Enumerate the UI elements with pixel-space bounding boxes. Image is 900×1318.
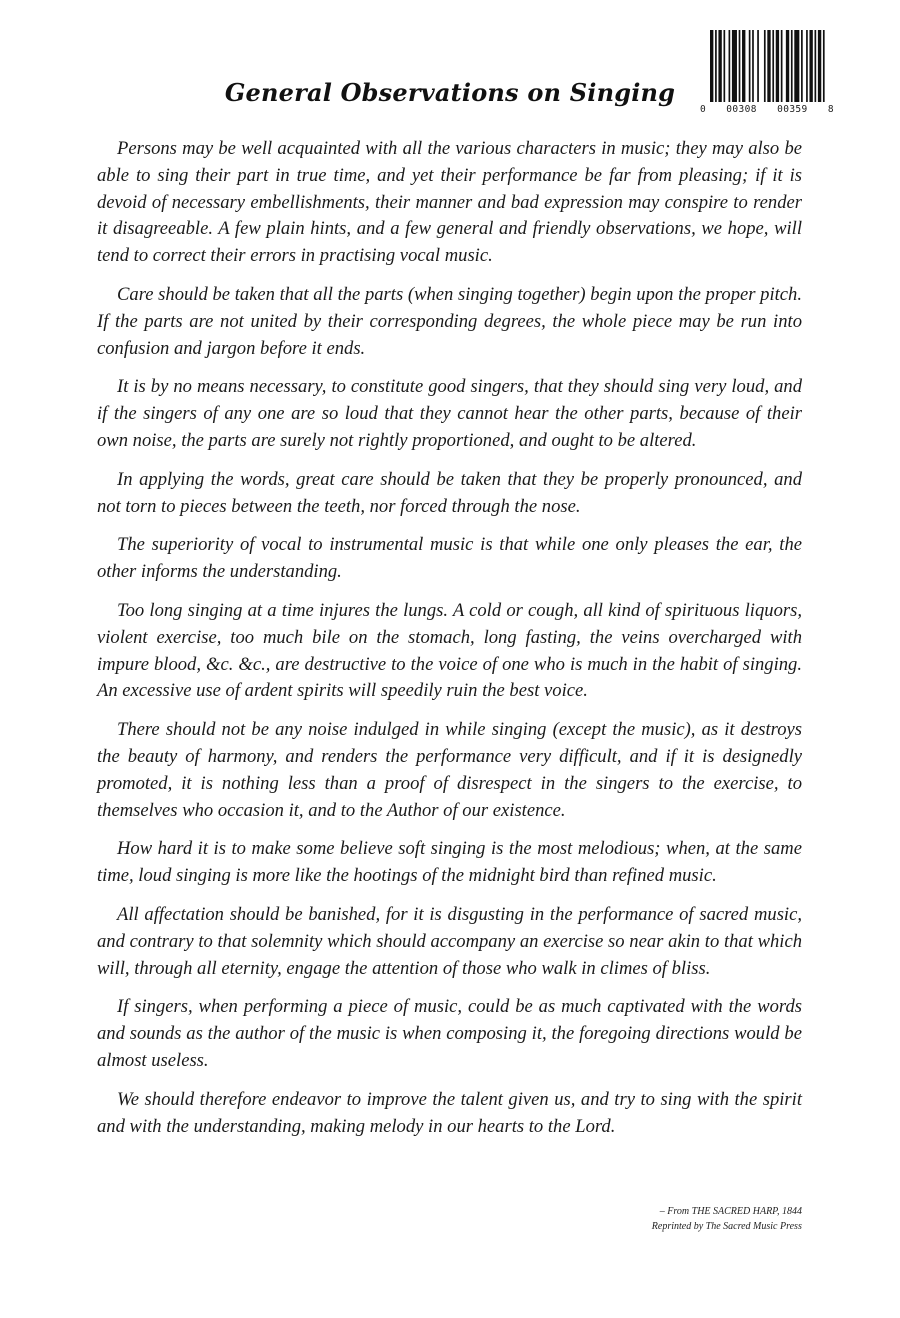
paragraph: The superiority of vocal to instrumental music is that while one only pleases the ear, the other informs the understanding. [97, 534, 802, 583]
barcode [700, 28, 834, 124]
attribution-reprint: Reprinted by The Sacred Music Press [651, 1221, 802, 1232]
paragraph: It is by no means necessary, to constitute good singers, that they should sing very loud, and if the singers of any one are so loud that they cannot hear the other parts, because of their own noise, the parts are surely not rightly proportioned, and ought to be altered. [97, 376, 802, 451]
barcode-digit-system: 0 [700, 104, 707, 115]
barcode-digit-check: 8 [827, 104, 834, 115]
barcode-digit-product: 00359 [777, 104, 808, 115]
paragraph: How hard it is to make some believe soft singing is the most melodious; when, at the same time, loud singing is more like the hootings of the midnight bird than refined music. [97, 838, 802, 887]
attribution [652, 1204, 802, 1234]
paragraph: We should therefore endeavor to improve the talent given us, and try to sing with the spirit and with the understanding, making melody in our hearts to the Lord. [97, 1088, 802, 1137]
paragraph: Care should be taken that all the parts (when singing together) begin upon the proper pitch. If the parts are not united by their corresponding degrees, the whole piece may be run into confusion and jargon before it ends. [97, 283, 802, 359]
barcode-digit-manufacturer: 00308 [726, 104, 757, 115]
paragraph: If singers, when performing a piece of music, could be as much captivated with the words and sounds as the author of the music is when composing it, the foregoing directions would be almost useless. [97, 996, 802, 1071]
article-body [97, 136, 802, 1152]
paragraph: Too long singing at a time injures the lungs. A cold or cough, all kind of spirituous liquors, violent exercise, too much bile on the stomach, long fasting, the veins overcharged with impure blood, &c. &c., are destructive to the voice of one who is much in the habit of singing. An excessive use of ardent spirits will speedily ruin the best voice. [97, 599, 802, 702]
paragraph: Persons may be well acquainted with all the various characters in music; they may also be able to sing their part in true time, and yet their performance be far from pleasing; if it is devoid of necessary embellishments, their manner and bad expression may conspire to render it disagreeable. A few plain hints, and a few general and friendly observations, we hope, will tend to correct their errors in practising vocal music. [97, 138, 802, 267]
attribution-source: – From THE SACRED HARP, 1844 [659, 1206, 802, 1217]
paragraph: There should not be any noise indulged in while singing (except the music), as it destroys the beauty of harmony, and renders the performance very difficult, and if it is designedly promoted, it is nothing less than a proof of disrespect in the singers to the exercise, to themselves who occasion it, and to the Author of our existence. [97, 719, 802, 821]
paragraph: All affectation should be banished, for it is disgusting in the performance of sacred music, and contrary to that solemnity which should accompany an exercise so near akin to that which will, through all eternity, engage the attention of those who walk in climes of bliss. [97, 903, 802, 979]
paragraph: In applying the words, great care should be taken that they be properly pronounced, and not torn to pieces between the teeth, nor forced through the nose. [97, 468, 802, 517]
page-title: General Observations on Singing [224, 78, 676, 107]
